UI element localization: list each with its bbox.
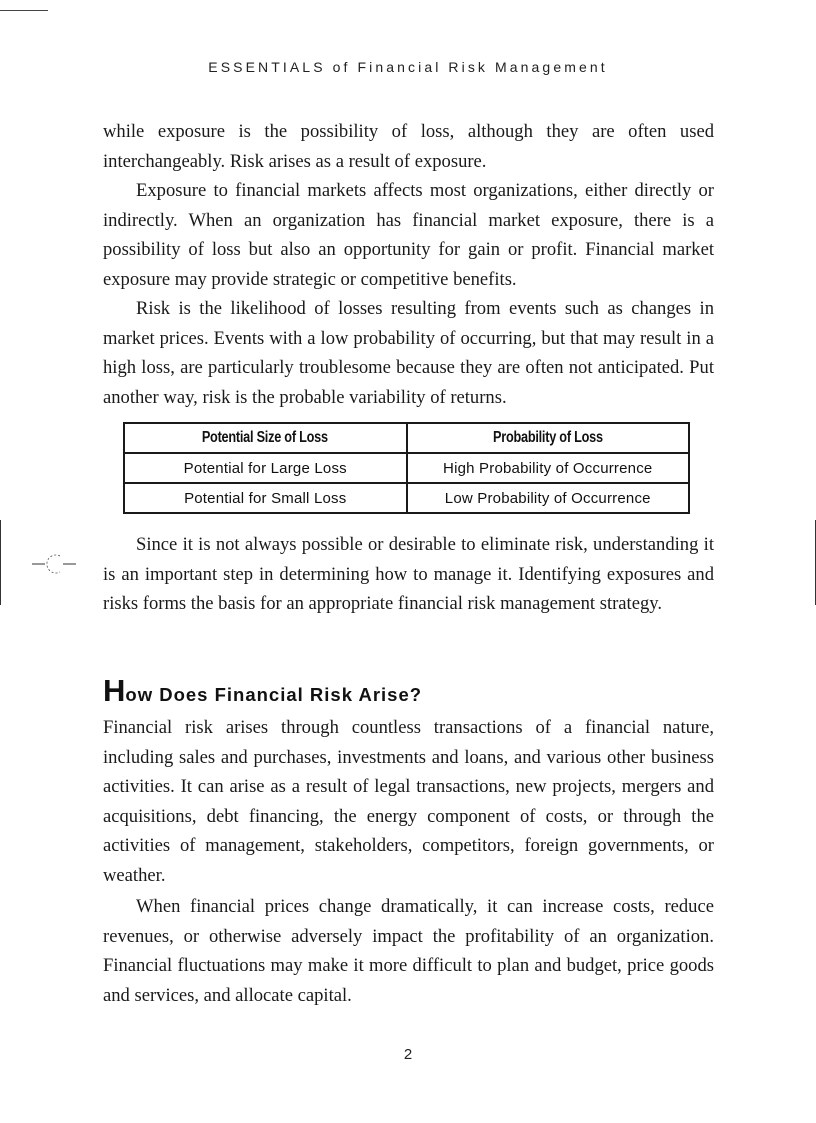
paragraph-5: Financial risk arises through countless transactions of a financial nature, including sales and purchases, investments and loans, and various other business activities. It can arise as a result of legal transactions, new projects, mergers and acquisitions, debt financing, the energy component of costs, or through the activities of management, stakeholders, competitors, foreign governments, or weather. [103, 717, 714, 886]
paragraph-1: while exposure is the possibility of loss, although they are often used interchangeably. Risk arises as a result of exposure. [103, 121, 714, 172]
section-heading [103, 673, 422, 709]
page-number: 2 [403, 1046, 413, 1063]
table-header-row [124, 423, 689, 453]
heading-dropcap: H [103, 673, 126, 708]
table-row [124, 453, 689, 483]
table-cell: High Probability of Occurrence [407, 453, 690, 483]
table-row [124, 483, 689, 513]
paragraph-6: When financial prices change dramatically, it can increase costs, reduce revenues, or otherwise adversely impact the profitability of an organization. Financial fluctuations may make it more difficult to plan and budget, price goods and services, and allocate capital. [103, 896, 714, 1006]
table-cell: Low Probability of Occurrence [407, 483, 690, 513]
left-margin-rule [0, 520, 1, 605]
table-header-cell: Probability of Loss [407, 423, 690, 453]
running-header: ESSENTIALS of Financial Risk Management [208, 59, 608, 75]
table-cell: Potential for Small Loss [124, 483, 407, 513]
paragraph-2: Exposure to financial markets affects most organizations, either directly or indirectly. When an organization has financial market exposure, there is a possibility of loss but also an opportunity for gain or profit. Financial market exposure may provide strategic or competitive benefits. [103, 180, 714, 290]
crop-mark-icon [32, 549, 76, 579]
heading-text: ow Does Financial Risk Arise? [125, 684, 423, 705]
table-cell: Potential for Large Loss [124, 453, 407, 483]
table-header-cell: Potential Size of Loss [124, 423, 407, 453]
loss-probability-table [123, 422, 690, 514]
paragraph-4: Since it is not always possible or desirable to eliminate risk, understanding it is an important step in determining how to manage it. Identifying exposures and risks forms the basis for an appropriate financial risk management strategy. [103, 534, 714, 614]
paragraph-3: Risk is the likelihood of losses resulting from events such as changes in market prices. Events with a low probability of occurring, but that may result in a high loss, are particularly troublesome because they are often not anticipated. Put another way, risk is the probable variability of returns. [103, 298, 714, 408]
top-rule [0, 10, 48, 11]
